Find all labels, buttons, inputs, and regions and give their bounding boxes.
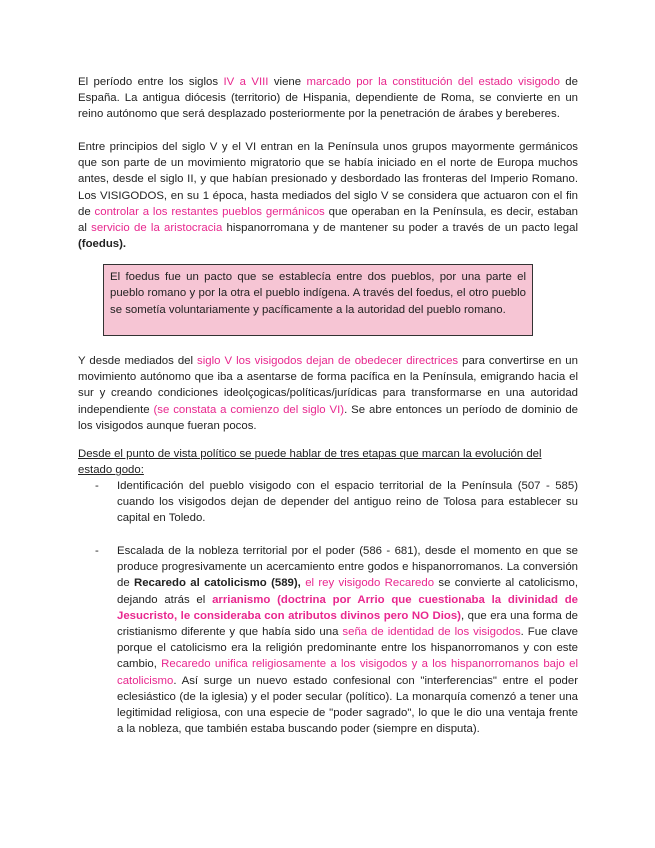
paragraph-intro [78, 74, 578, 123]
highlight-text: marcado por la constitución del estado visigodo [306, 76, 560, 88]
list-bullet: - [95, 545, 99, 557]
text: para convertirse en un movimiento autónomo que iba a asentarse de forma pacífica en la Península, emigrando hacia el sur y creando condiciones ideolçogicas/políticas/jurídicas para transformarse en una autoridad independiente [78, 355, 578, 416]
foedus-definition-box: El foedus fue un pacto que se establecía entre dos pueblos, por una parte el pueblo romano y por la otra el pueblo indígena. A través del foedus, el otro pueblo se sometía voluntariamente y pacíficamente a la autoridad del pueblo romano. [103, 264, 533, 336]
highlight-text: Recaredo unifica religiosamente a los visigodos y a los hispanorromanos bajo el catolicismo [117, 658, 578, 687]
highlight-text: IV a VIII [223, 76, 269, 88]
bold-text: Recaredo al catolicismo (589), [134, 577, 301, 590]
text: que operaban en la Península, es decir, estaban al [78, 205, 578, 235]
highlight-text: seña de identidad de los visigodos [342, 626, 521, 639]
highlight-text: (se constata a comienzo del siglo VI) [153, 403, 345, 416]
text: . Así surge un nuevo estado confesional con "interferencias" entre el poder eclesiástico (de la iglesia) y el poder secular (político). La monarquía comenzó a tener una legitimidad religiosa, con una especie de "poder sagrado", lo que le dio una ventaja frente a la nobleza, que también estaba buscando poder (siempre en disputa). [117, 674, 578, 736]
bold-text: (foedus). [78, 238, 127, 251]
highlight-text: servicio de la aristocracia [91, 222, 223, 235]
highlight-text: el rey visigodo Recaredo [305, 577, 435, 590]
text: . Fue clave porque el catolicismo era la religión predominante entre los hispanorromanos y con este cambio, [117, 626, 578, 671]
list-item-text: Identificación del pueblo visigodo con el espacio territorial de la Península (507 - 585) cuando los visigodos dejan de depender del antiguo reino de Tolosa para establecer su capital en Toledo. [117, 480, 578, 525]
highlight-bold-text: arrianismo (doctrina por Arrio que cuestionaba la divinidad de Jesucristo, le consideraba con atributos divinos pero NO Dios) [117, 593, 578, 622]
highlight-text: siglo V los visigodos dejan de obedecer directrices [197, 355, 459, 367]
text: se convierte al catolicismo, dejando atrás el [117, 577, 578, 606]
text: Y desde mediados del [78, 355, 198, 367]
section-heading: Desde el punto de vista político se puede hablar de tres etapas que marcan la evolución del estado godo: [78, 448, 542, 477]
paragraph-autonomy [78, 353, 578, 434]
text: , que era una forma de cristianismo diferente y que había sido una [117, 609, 578, 639]
paragraph-germanic-groups [78, 139, 578, 252]
text: hispanorromana y de mantener su poder a través de un pacto legal [222, 222, 578, 235]
text: de España. La antigua diócesis (territorio) de Hispania, dependiente de Roma, se convierte en un reino autónomo que será desplazado posteriormente por la penetración de árabes y bereberes. [78, 76, 578, 121]
text: viene [268, 76, 307, 88]
text: El período entre los siglos [78, 76, 224, 88]
text: Escalada de la nobleza territorial por el poder (586 - 681), desde el momento en que se produce progresivamente un acercamiento entre godos e hispanorromanos. La conversión de [117, 545, 578, 590]
list-bullet: - [95, 480, 99, 492]
text: . Se abre entonces un período de dominio de los visigodos aunque fueran pocos. [78, 403, 578, 432]
text: Entre principios del siglo V y el VI entran en la Península unos grupos mayormente germánicos que son parte de un movimiento migratorio que se había iniciado en el norte de Europa muchos antes, desde el siglo II, y que habían presionado y desbordado las fronteras del Imperio Romano. Los VISIGODOS, en su 1 época, hasta mediados del siglo V se considera que actuaron con el fin de [78, 141, 578, 218]
list-item-text [117, 543, 578, 737]
highlight-text: controlar a los restantes pueblos germánicos [94, 205, 325, 218]
